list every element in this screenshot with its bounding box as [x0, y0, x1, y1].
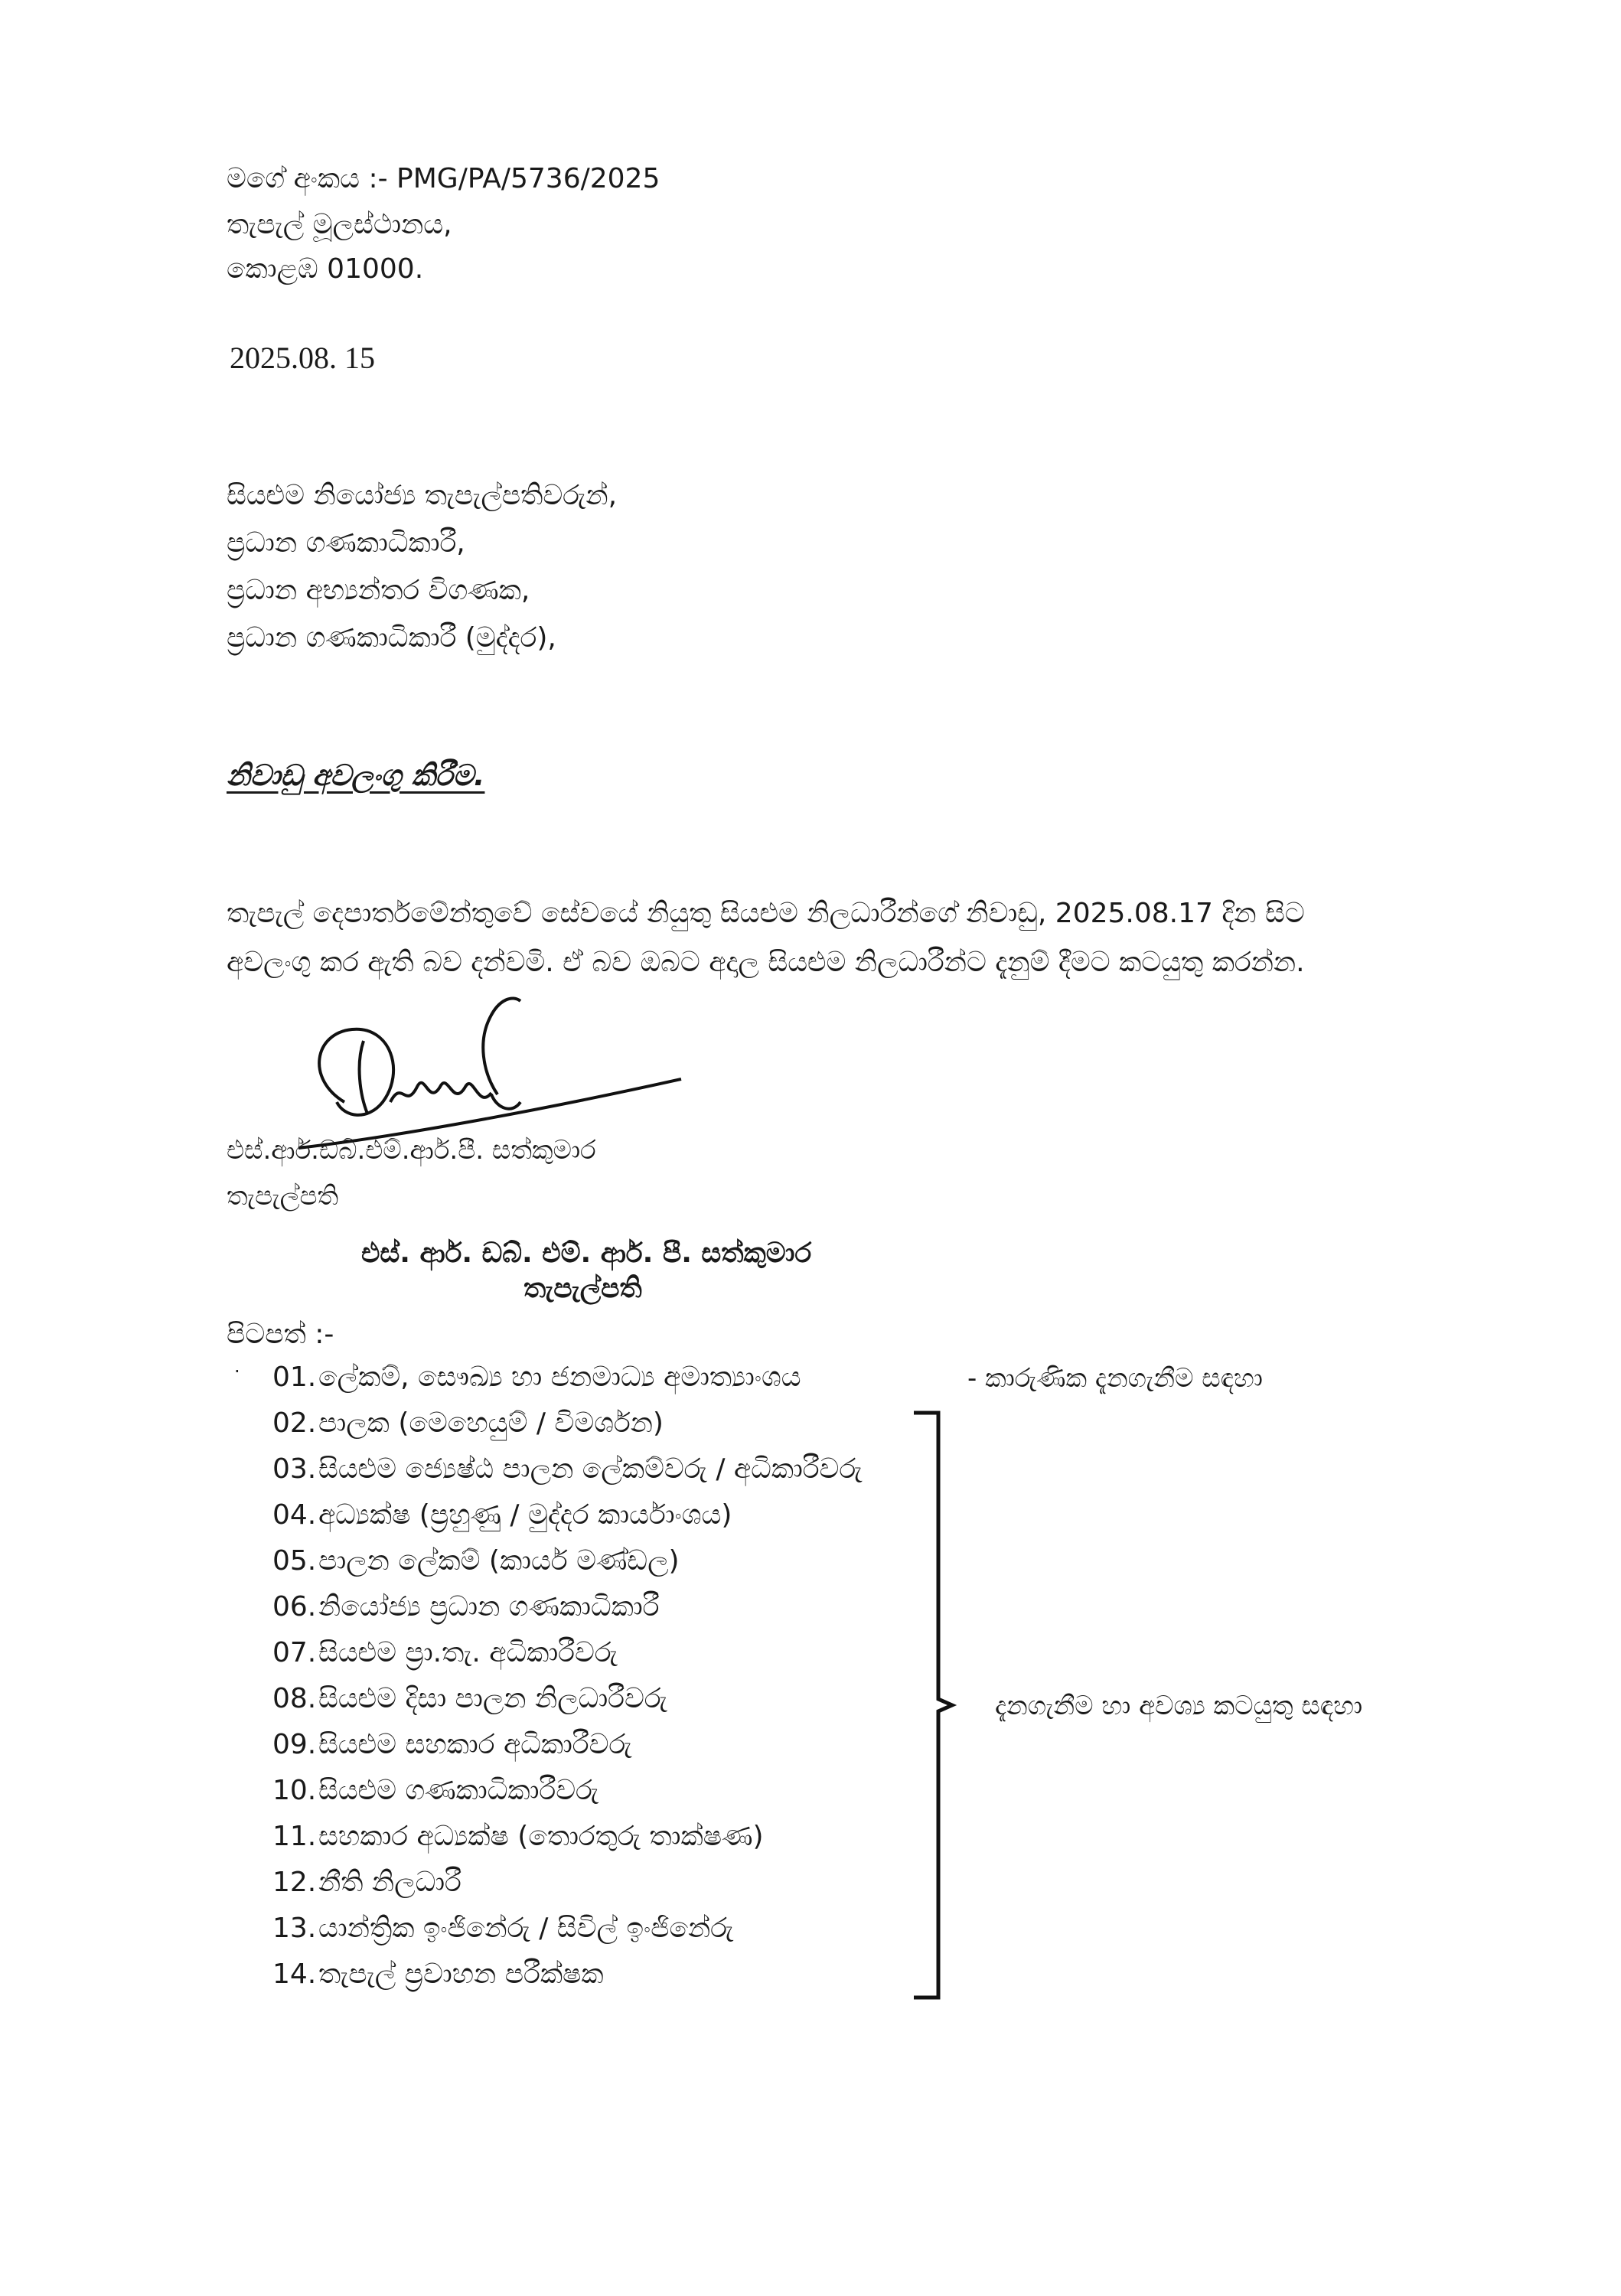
copy-item: 08.සියළුම දිසා පාලන නිලධාරීවරු [272, 1683, 667, 1714]
office-name: තැපැල් මූලස්ථානය, [227, 209, 452, 240]
letter-subject: නිවාඩු අවලංගු කිරීම. [227, 758, 485, 792]
letter-date: 2025.08. 15 [230, 341, 375, 375]
copy-item: 09.සියළුම සහකාර අධිකාරීවරු [272, 1729, 632, 1760]
addressee-line: ප්‍රධාන ගණකාධිකාරී, [227, 527, 465, 559]
copy-item: 12.නීති නිලධාරී [272, 1867, 462, 1898]
copy-item: 11.සහකාර අධ්‍යක්ෂ (තොරතුරු තාක්ෂණ) [272, 1821, 764, 1852]
copy-item: 10.සියළුම ගණකාධිකාරීවරු [272, 1775, 599, 1806]
official-stamp-title: තැපැල්පති [523, 1273, 642, 1304]
addressee-line: ප්‍රධාන ගණකාධිකාරී (මුද්දර), [227, 622, 556, 654]
copy-note-group: දැනගැනීම හා අවශ්‍ය කටයුතු සඳහා [995, 1691, 1363, 1721]
copy-item: 07.සියළුම ප්‍රා.තැ. අධිකාරීවරු [272, 1637, 618, 1668]
office-city: කොළඹ 01000. [227, 253, 424, 285]
copies-label: පිටපත් :- [227, 1319, 334, 1350]
copy-item: 04.අධ්‍යක්ෂ (ප්‍රහුණු / මුද්දර කාර්යාංශය) [272, 1499, 732, 1531]
copy-item: 01.ලේකම්, සෞඛ්‍ය හා ජනමාධ්‍ය අමාත්‍යාංශය [272, 1362, 801, 1393]
copy-item: 02.පාලක (මෙහෙයුම් / විමර්ශන) [272, 1407, 664, 1439]
body-text-line: තැපැල් දෙපාර්තමේන්තුවේ සේවයේ නියුතු සියළුම නිලධාරීන්ගේ නිවාඩු, 2025.08.17 දින සිට [227, 898, 1305, 929]
addressee-line: ප්‍රධාන අභ්‍යන්තර විගණක, [227, 575, 530, 606]
copy-item: 06.නියෝජ්‍ය ප්‍රධාන ගණකාධිකාරී [272, 1591, 660, 1623]
right-brace-bracket [908, 1407, 977, 2004]
copy-item: 03.සියළුම ජ්‍යෙෂ්ඨ පාලන ලේකම්වරු / අධිකාරීවරු [272, 1453, 863, 1485]
signatory-name: එස්.ආර්.ඩබ්.එම්.ආර්.පී. සත්කුමාර [227, 1135, 596, 1166]
copy-item: 14.තැපැල් ප්‍රවාහන පරීක්ෂක [272, 1958, 604, 1990]
bullet-dot: · [234, 1361, 240, 1382]
signatory-title: තැපැල්පති [227, 1181, 339, 1212]
reference-number: මගේ අංකය :- PMG/PA/5736/2025 [227, 163, 660, 194]
copy-note-first: - කාරුණික දැනගැනීම සඳහා [967, 1363, 1263, 1394]
body-text-line: අවලංගු කර ඇති බව දන්වමි. ඒ බව ඔබට අදාල සියළුම නිලධාරීන්ට දැනුම් දීමට කටයුතු කරන්න. [227, 947, 1305, 978]
copy-item: 13.යාන්ත්‍රික ඉංජිනේරු / සිවිල් ඉංජිනේරු [272, 1913, 734, 1944]
official-stamp-name: එස්. ආර්. ඩබ්. එම්. ආර්. පී. සත්කුමාර [361, 1238, 812, 1269]
addressee-line: සියළුම නියෝජ්‍ය තැපැල්පතිවරුන්, [227, 480, 618, 511]
copy-item: 05.පාලන ලේකම් (කාර්ය මණ්ඩල) [272, 1545, 680, 1577]
